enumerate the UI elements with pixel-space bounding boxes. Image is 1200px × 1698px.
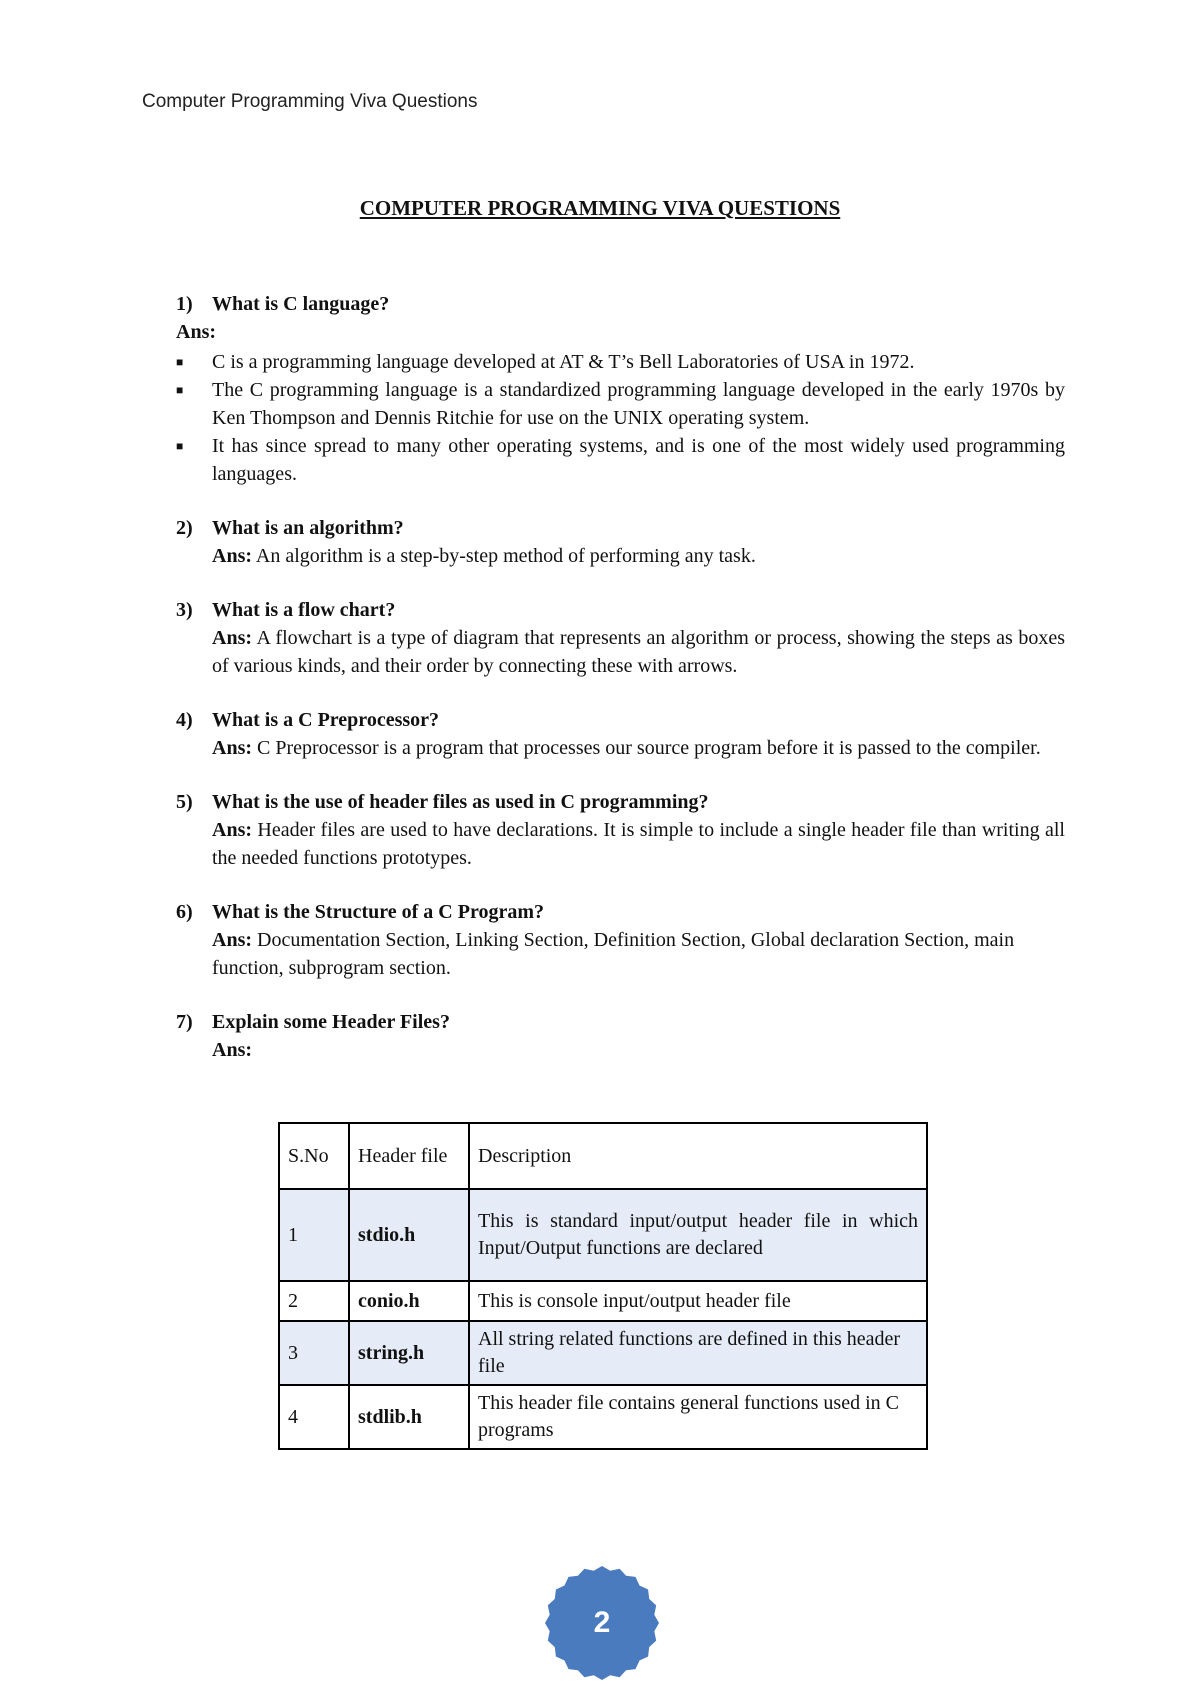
serial-cell: 1 [279,1189,349,1281]
question-number: 5) [176,791,193,813]
question-text: What is a C Preprocessor? [212,709,440,731]
question-number: 4) [176,709,193,731]
header-file-cell: stdlib.h [349,1385,469,1449]
answer-label: Ans: [176,321,217,343]
table-row [279,1189,927,1281]
question-number: 3) [176,599,193,621]
question-3 [176,596,1065,680]
serial-cell: 4 [279,1385,349,1449]
question-number: 7) [176,1011,193,1033]
question-2 [176,514,1065,570]
question-4 [176,706,1065,762]
question-7 [176,1008,1065,1064]
answer-bullets [176,348,1065,488]
page-number: 2 [593,1606,611,1639]
running-header: Computer Programming Viva Questions [142,91,478,112]
question-text: What is the Structure of a C Program? [212,901,544,923]
header-file-cell: stdio.h [349,1189,469,1281]
answer-text: Ans: A flowchart is a type of diagram that represents an algorithm or process, showing the steps as boxes of various kinds, and their order by connecting these with arrows. [212,627,1065,677]
answer-label: Ans: [212,819,253,841]
document-title: COMPUTER PROGRAMMING VIVA QUESTIONS [359,196,841,220]
question-6 [176,898,1065,982]
table-row [279,1321,927,1385]
answer-text: Ans: An algorithm is a step-by-step method of performing any task. [212,545,756,567]
description-cell: All string related functions are defined in this header file [469,1321,927,1385]
bullet-item: ■ It has since spread to many other operating systems, and is one of the most widely used programming languages. [176,432,1065,488]
question-text: What is an algorithm? [212,517,404,539]
square-bullet-icon: ■ [176,383,184,397]
question-number: 1) [176,293,193,315]
table-header-cell: Header file [349,1123,469,1189]
bullet-item: ■ C is a programming language developed at AT & T’s Bell Laboratories of USA in 1972. [176,348,1065,376]
description-cell: This is console input/output header file [469,1281,927,1321]
square-bullet-icon: ■ [176,355,184,369]
question-number: 6) [176,901,193,923]
header-files-table [278,1122,928,1450]
table-header-cell: Description [469,1123,927,1189]
square-bullet-icon: ■ [176,439,184,453]
serial-cell: 2 [279,1281,349,1321]
table-row [279,1281,927,1321]
header-file-cell: string.h [349,1321,469,1385]
description-cell: This is standard input/output header file in which Input/Output functions are declared [469,1189,927,1281]
answer-text: Ans: C Preprocessor is a program that processes our source program before it is passed to the compiler. [212,737,1041,759]
table-header-cell: S.No [279,1123,349,1189]
answer-text: Ans: Header files are used to have declarations. It is simple to include a single header file than writing all the needed functions prototypes. [212,819,1065,869]
question-1 [176,290,1065,488]
answer-label: Ans: [212,1039,253,1061]
question-5 [176,788,1065,872]
header-file-cell: conio.h [349,1281,469,1321]
question-text: What is a flow chart? [212,599,396,621]
questions-list [176,290,1065,1090]
description-cell: This header file contains general functions used in C programs [469,1385,927,1449]
answer-label: Ans: [212,545,253,567]
answer-label: Ans: [212,627,253,649]
question-number: 2) [176,517,193,539]
question-text: Explain some Header Files? [212,1011,450,1033]
answer-label: Ans: [212,737,253,759]
serial-cell: 3 [279,1321,349,1385]
table-header-row [279,1123,927,1189]
answer-text: Ans: Documentation Section, Linking Section, Definition Section, Global declaration Section, main function, subprogram section. [212,929,1015,979]
answer-label: Ans: [212,929,253,951]
question-text: What is the use of header files as used in C programming? [212,791,709,813]
bullet-item: ■ The C programming language is a standardized programming language developed in the early 1970s by Ken Thompson and Dennis Ritchie for use on the UNIX operating system. [176,376,1065,432]
question-text: What is C language? [212,293,390,315]
table-row [279,1385,927,1449]
